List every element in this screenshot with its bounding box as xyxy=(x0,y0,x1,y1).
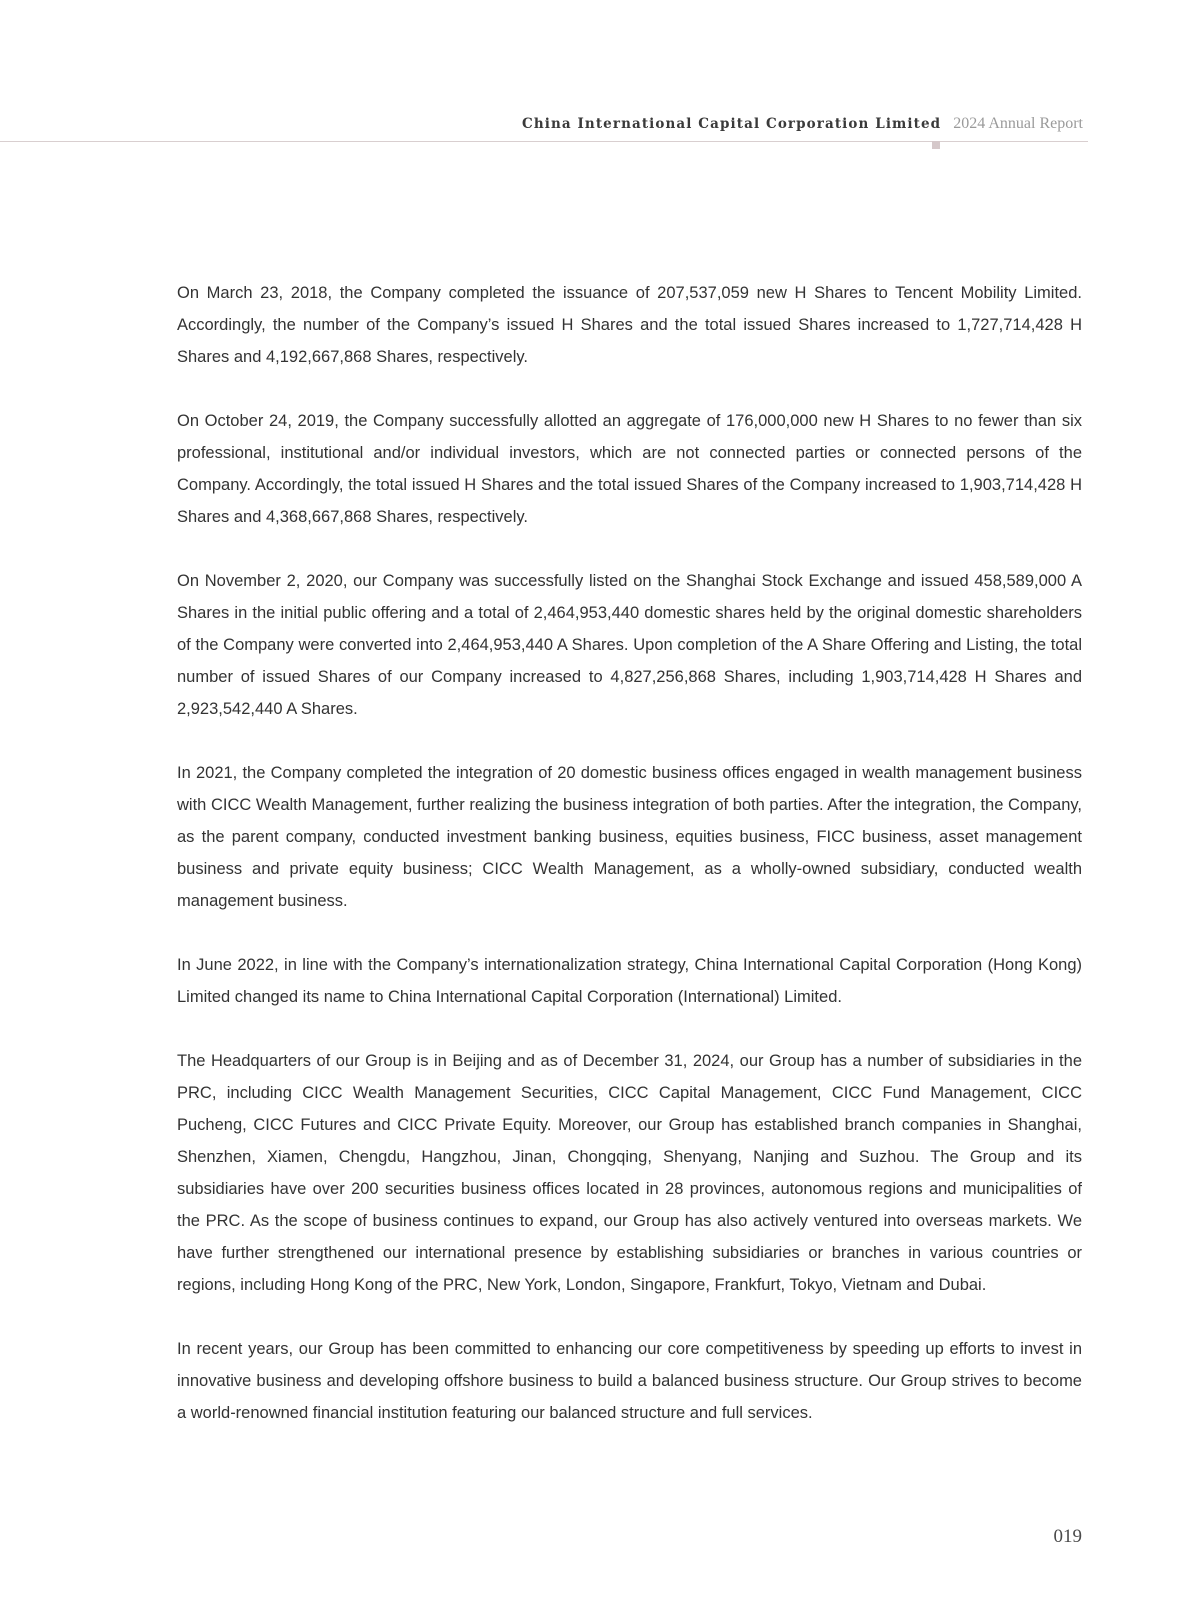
page-number: 019 xyxy=(1053,1526,1082,1547)
paragraph: On November 2, 2020, our Company was successfully listed on the Shanghai Stock Exchange and issued 458,589,000 A Shares in the initial public offering and a total of 2,464,953,440 domestic shares held by the original domestic shareholders of the Company were converted into 2,464,953,440 A Shares. Upon completion of the A Share Offering and Listing, the total number of issued Shares of our Company increased to 4,827,256,868 Shares, including 1,903,714,428 H Shares and 2,923,542,440 A Shares. xyxy=(177,572,1082,718)
paragraph: In 2021, the Company completed the integration of 20 domestic business offices engaged in wealth management business with CICC Wealth Management, further realizing the business integration of both parties. After the integration, the Company, as the parent company, conducted investment banking business, equities business, FICC business, asset management business and private equity business; CICC Wealth Management, as a wholly-owned subsidiary, conducted wealth management business. xyxy=(177,764,1082,910)
page-header xyxy=(0,0,1190,150)
header-marker xyxy=(932,141,940,149)
paragraph: On March 23, 2018, the Company completed the issuance of 207,537,059 new H Shares to Tencent Mobility Limited. Accordingly, the number of the Company’s issued H Shares and the total issued Shares increased to 1,727,714,428 H Shares and 4,192,667,868 Shares, respectively. xyxy=(177,284,1082,366)
paragraph: On October 24, 2019, the Company successfully allotted an aggregate of 176,000,000 new H Shares to no fewer than six professional, institutional and/or individual investors, which are not connected parties or connected persons of the Company. Accordingly, the total issued H Shares and the total issued Shares of the Company increased to 1,903,714,428 H Shares and 4,368,667,868 Shares, respectively. xyxy=(177,412,1082,526)
company-name: China International Capital Corporation Limited xyxy=(521,116,942,132)
header-title xyxy=(522,113,1083,133)
paragraph: In recent years, our Group has been committed to enhancing our core competitiveness by speeding up efforts to invest in innovative business and developing offshore business to build a balanced business structure. Our Group strives to become a world-renowned financial institution featuring our balanced structure and full services. xyxy=(177,1340,1082,1422)
report-title: 2024 Annual Report xyxy=(953,115,1083,132)
paragraph: In June 2022, in line with the Company’s internationalization strategy, China International Capital Corporation (Hong Kong) Limited changed its name to China International Capital Corporation (International) Limited. xyxy=(177,956,1082,1006)
paragraph: The Headquarters of our Group is in Beijing and as of December 31, 2024, our Group has a number of subsidiaries in the PRC, including CICC Wealth Management Securities, CICC Capital Management, CICC Fund Management, CICC Pucheng, CICC Futures and CICC Private Equity. Moreover, our Group has established branch companies in Shanghai, Shenzhen, Xiamen, Chengdu, Hangzhou, Jinan, Chongqing, Shenyang, Nanjing and Suzhou. The Group and its subsidiaries have over 200 securities business offices located in 28 provinces, autonomous regions and municipalities of the PRC. As the scope of business continues to expand, our Group has also actively ventured into overseas markets. We have further strengthened our international presence by establishing subsidiaries or branches in various countries or regions, including Hong Kong of the PRC, New York, London, Singapore, Frankfurt, Tokyo, Vietnam and Dubai. xyxy=(177,1052,1082,1294)
header-divider xyxy=(0,141,1088,142)
body-text xyxy=(177,277,1082,1461)
